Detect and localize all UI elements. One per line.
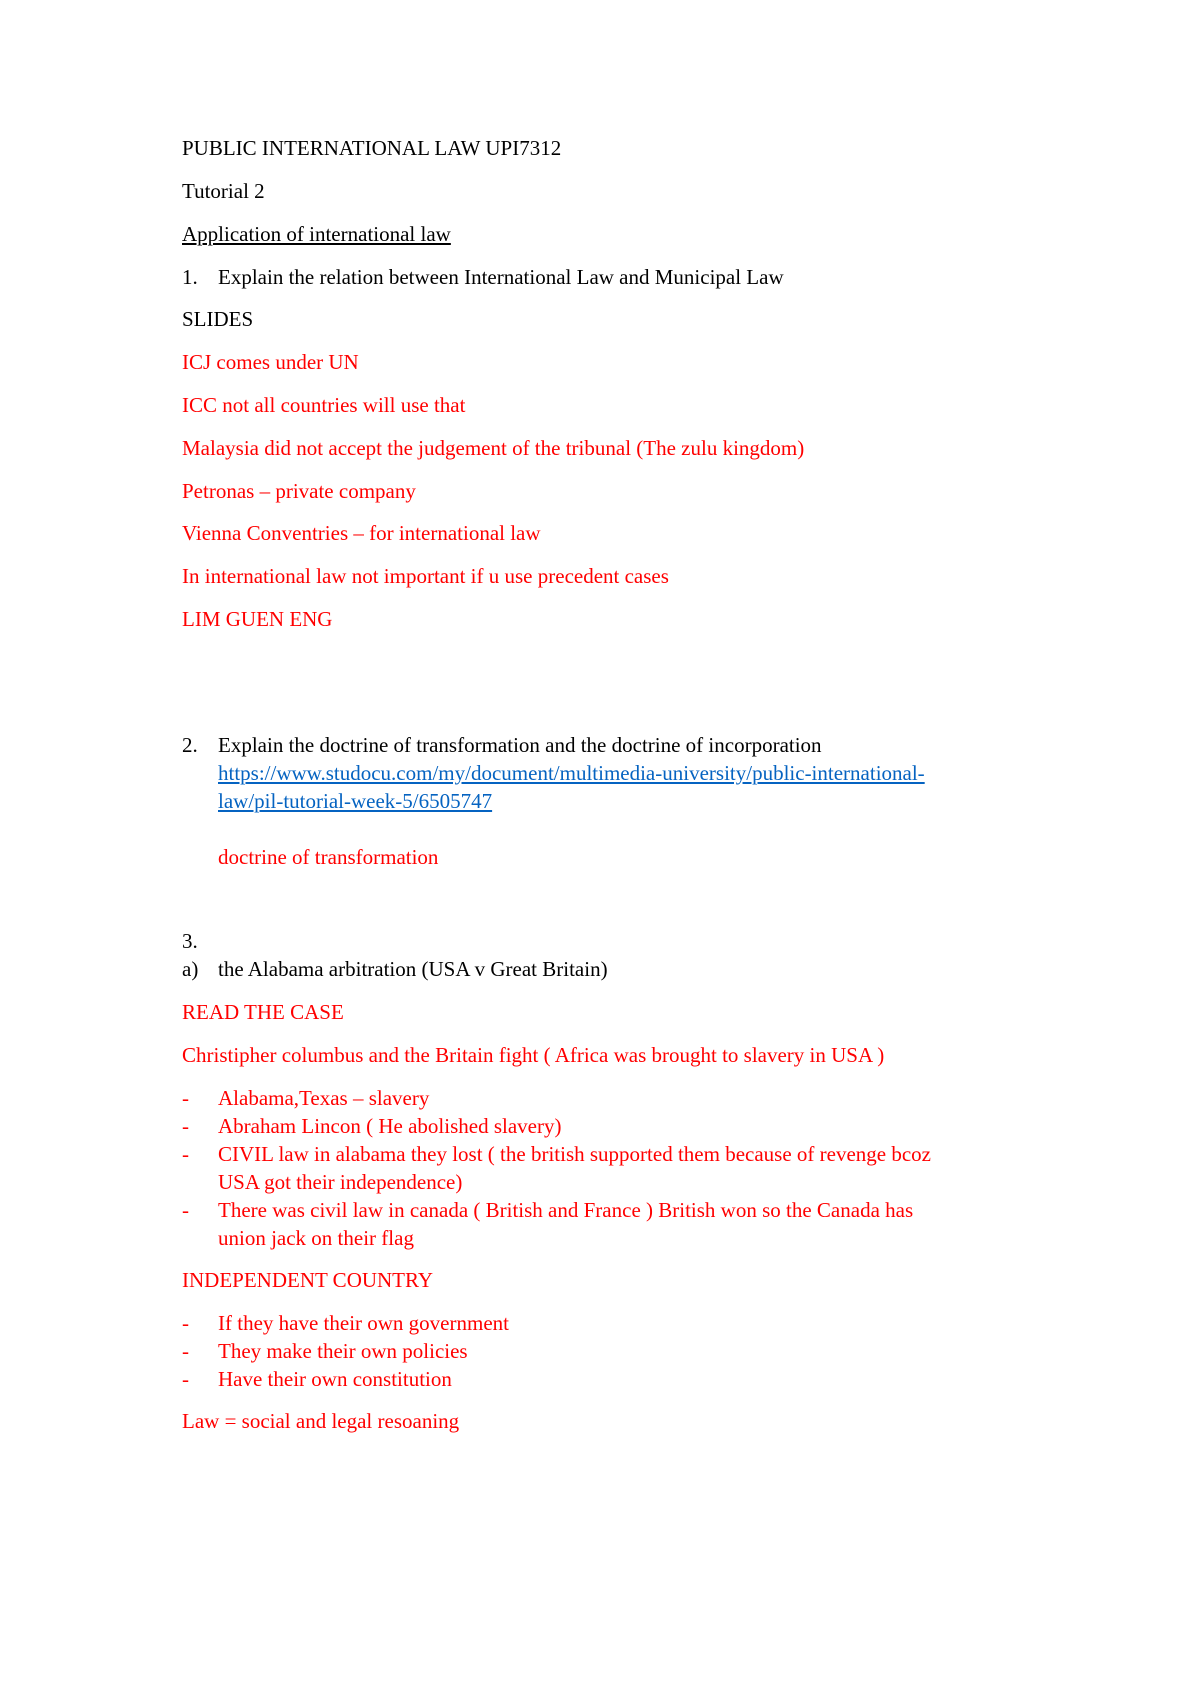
question-3a-label: a) bbox=[182, 957, 199, 981]
question-2-number: 2. bbox=[182, 733, 198, 757]
note-line: Petronas – private company bbox=[182, 479, 416, 503]
bullet-item bbox=[182, 1140, 1062, 1196]
question-2-text: Explain the doctrine of transformation and the doctrine of incorporation bbox=[218, 733, 822, 757]
document-page bbox=[182, 0, 1062, 1698]
tutorial-label: Tutorial 2 bbox=[182, 179, 265, 203]
question-3-number: 3. bbox=[182, 929, 198, 953]
bullet-text-continued: union jack on their flag bbox=[218, 1226, 414, 1250]
bullet-text-continued: USA got their independence) bbox=[218, 1170, 463, 1194]
reference-link[interactable]: https://www.studocu.com/my/document/multimedia-university/public-international- bbox=[218, 761, 925, 785]
bullet-text: There was civil law in canada ( British and France ) British won so the Canada has bbox=[218, 1198, 914, 1222]
reference-link-continued[interactable]: law/pil-tutorial-week-5/6505747 bbox=[218, 789, 493, 813]
note-line: In international law not important if u use precedent cases bbox=[182, 564, 669, 588]
slides-label: SLIDES bbox=[182, 307, 254, 331]
bullet-text: If they have their own government bbox=[218, 1311, 509, 1335]
independent-country-heading: INDEPENDENT COUNTRY bbox=[182, 1268, 434, 1292]
bullet-text: They make their own policies bbox=[218, 1339, 468, 1363]
case-summary: Christipher columbus and the Britain fight ( Africa was brought to slavery in USA ) bbox=[182, 1043, 885, 1067]
course-title: PUBLIC INTERNATIONAL LAW UPI7312 bbox=[182, 136, 562, 160]
bullet-text: CIVIL law in alabama they lost ( the british supported them because of revenge bcoz bbox=[218, 1142, 931, 1166]
dash-bullet: - bbox=[182, 1114, 189, 1138]
question-1-number: 1. bbox=[182, 265, 198, 289]
topic-heading: Application of international law bbox=[182, 222, 451, 246]
question-1 bbox=[182, 263, 784, 291]
note-line: ICC not all countries will use that bbox=[182, 393, 466, 417]
note-line: Malaysia did not accept the judgement of the tribunal (The zulu kingdom) bbox=[182, 436, 805, 460]
dash-bullet: - bbox=[182, 1142, 189, 1166]
q2-note: doctrine of transformation bbox=[218, 845, 439, 869]
dash-bullet: - bbox=[182, 1339, 189, 1363]
bullet-item bbox=[182, 1337, 1062, 1365]
question-3a-text: the Alabama arbitration (USA v Great Britain) bbox=[218, 957, 608, 981]
note-line: ICJ comes under UN bbox=[182, 350, 359, 374]
read-case-note: READ THE CASE bbox=[182, 1000, 344, 1024]
question-2 bbox=[182, 731, 822, 759]
question-3a bbox=[182, 955, 608, 983]
bullet-item bbox=[182, 1196, 1062, 1252]
note-line: Vienna Conventries – for international law bbox=[182, 521, 541, 545]
dash-bullet: - bbox=[182, 1367, 189, 1391]
bullet-item bbox=[182, 1084, 1062, 1112]
bullet-item bbox=[182, 1309, 1062, 1337]
question-1-text: Explain the relation between International Law and Municipal Law bbox=[218, 265, 784, 289]
dash-bullet: - bbox=[182, 1086, 189, 1110]
law-note: Law = social and legal resoaning bbox=[182, 1409, 460, 1433]
bullet-item bbox=[182, 1112, 1062, 1140]
bullet-text: Alabama,Texas – slavery bbox=[218, 1086, 430, 1110]
note-line: LIM GUEN ENG bbox=[182, 607, 333, 631]
bullet-text: Have their own constitution bbox=[218, 1367, 452, 1391]
dash-bullet: - bbox=[182, 1198, 189, 1222]
bullet-item bbox=[182, 1365, 1062, 1393]
dash-bullet: - bbox=[182, 1311, 189, 1335]
bullet-text: Abraham Lincon ( He abolished slavery) bbox=[218, 1114, 562, 1138]
